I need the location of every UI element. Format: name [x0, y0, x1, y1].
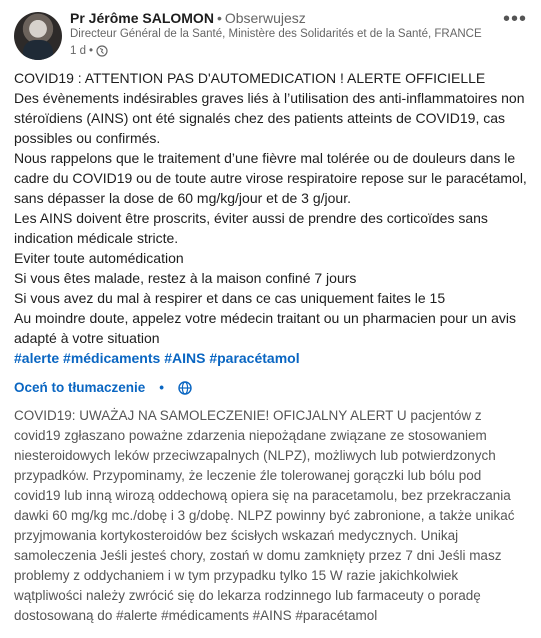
author-subtitle: Directeur Général de la Santé, Ministère des Solidarités et de la Santé, FRANCE — [70, 28, 482, 40]
post-body — [14, 68, 529, 368]
post-line: Au moindre doute, appelez votre médecin traitant ou un pharmacien pour un avis adapté à votre situation — [14, 310, 516, 346]
avatar[interactable] — [14, 12, 62, 60]
post-line: Eviter toute automédication — [14, 250, 184, 266]
rate-translation-link[interactable]: Oceń to tłumaczenie — [14, 380, 146, 395]
translated-text: COVID19: UWAŻAJ NA SAMOLECZENIE! OFICJALNY ALERT U pacjentów z covid19 zgłaszano poważne zdarzenia niepożądane związane ze stosowaniem niesteroidowych leków przeciwzapalnych (NLPZ), możliwych lub potwierdzonych przypadków. Przypominamy, że leczenie źle tolerowanej gorączki lub bólu pod covid19 lub inną wirozą oddechową opiera się na paracetamolu, bez przekraczania dawki 60 mg/kg mc./dobę i 3 g/dobę. NLPZ powinny być zabronione, a także unikać przyjmowania kortykosteroidów bez ścisłych wskazań medycznych. Unikaj samoleczenia Jeśli jesteś chory, zostań w domu zamknięty przez 7 dni Jeśli masz problemy z oddychaniem i w tym przypadku tylko 15 W razie jakichkolwiek wątpliwości należy zwrócić się do lekarza rodzinnego lub farmaceuty o poradę dostosowaną do #alerte #médicaments #AINS #paracétamol — [14, 408, 515, 623]
post-time: 1 d — [70, 45, 86, 57]
follow-status[interactable]: Obserwujesz — [224, 10, 306, 26]
author-line — [70, 10, 306, 26]
post-line: Si vous avez du mal à respirer et dans ce cas uniquement faites le 15 — [14, 290, 446, 306]
post-line: Des évènements indésirables graves liés à l’utilisation des anti-inflammatoires non stéroïdiens (AINS) ont été signalés chez des patients atteints de COVID19, cas possibles ou confirmés. — [14, 90, 525, 146]
separator-dot: • — [159, 380, 165, 395]
post-line: Si vous êtes malade, restez à la maison confiné 7 jours — [14, 270, 357, 286]
separator-dot: • — [216, 10, 222, 26]
post-header — [14, 8, 527, 64]
rate-translation-bar — [14, 380, 192, 395]
post-line: COVID19 : ATTENTION PAS D'AUTOMEDICATION ! ALERTE OFFICIELLE — [14, 70, 486, 86]
separator-dot: • — [89, 45, 94, 57]
author-name[interactable]: Pr Jérôme SALOMON — [70, 10, 214, 26]
post-hashtags[interactable]: #alerte #médicaments #AINS #paracétamol — [14, 350, 300, 366]
post-line: Nous rappelons que le traitement d’une fièvre mal tolérée ou de douleurs dans le cadre du COVID19 ou de toute autre virose respiratoire repose sur le paracétamol, sans dépasser la dose de 60 mg/kg/jour et de 3 g/jour. — [14, 150, 527, 206]
post-line: Les AINS doivent être proscrits, éviter aussi de prendre des corticoïdes sans indication médicale stricte. — [14, 210, 488, 246]
globe-icon — [96, 45, 108, 57]
post-meta — [70, 45, 108, 57]
globe-icon[interactable] — [178, 381, 192, 395]
more-options-icon[interactable]: ••• — [502, 8, 527, 30]
